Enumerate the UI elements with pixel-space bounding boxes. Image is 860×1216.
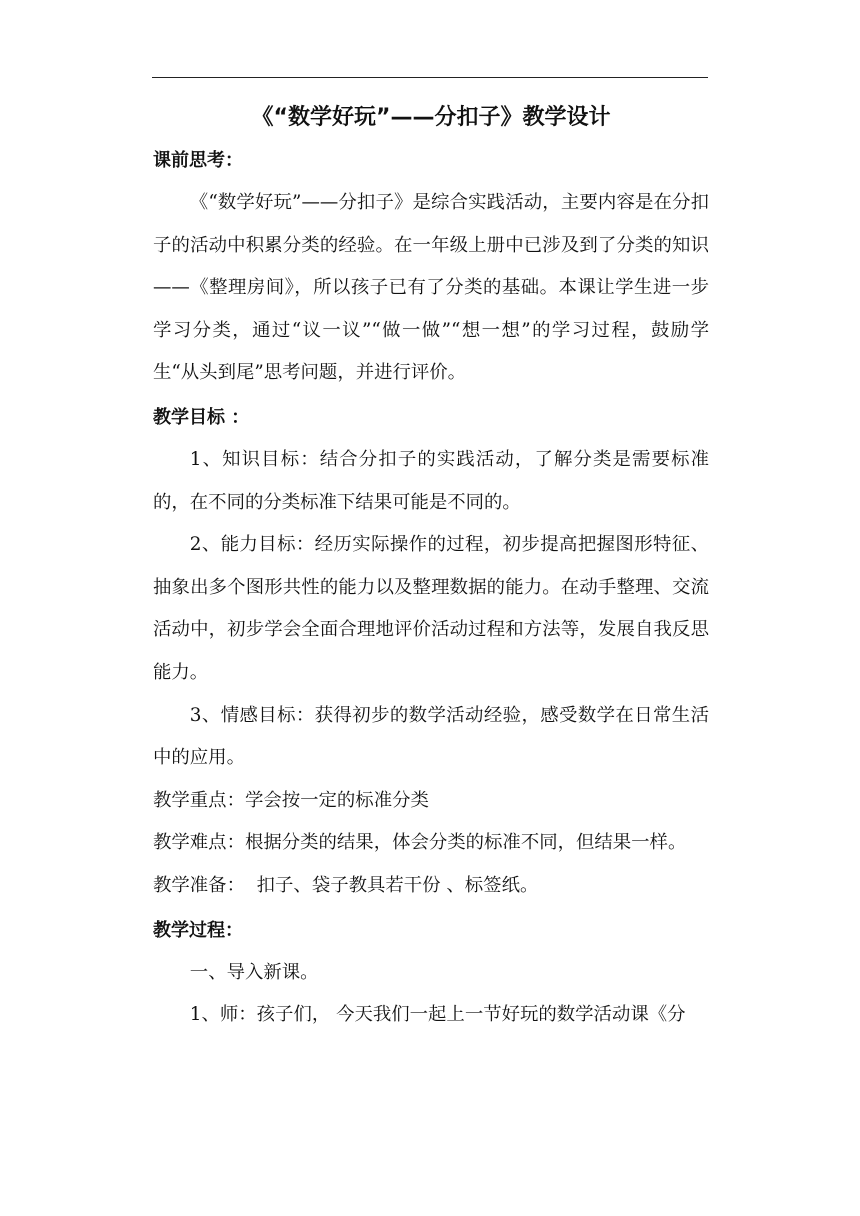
difficulty: 教学难点：根据分类的结果，体会分类的标准不同，但结果一样。: [153, 832, 687, 854]
process-heading: 教学过程：: [153, 919, 243, 941]
pre-thinking-paragraph: 《“数学好玩”——分扣子》是综合实践活动，主要内容是在分扣子的活动中积累分类的经验。在一年级上册中已涉及到了分类的知识——《整理房间》，所以孩子已有了分类的基础。本课让学生进一步学习分类，通过“议一议”“做一做”“想一想”的学习过程，鼓励学生“从头到尾”思考问题，并进行评价。: [153, 192, 709, 384]
pre-thinking-heading: 课前思考：: [153, 150, 243, 171]
header-rule: [152, 77, 708, 78]
goals-heading: 教学目标 ：: [153, 406, 250, 428]
goal-knowledge: 1、知识目标：结合分扣子的实践活动，了解分类是需要标准的，在不同的分类标准下结果可能是不同的。: [153, 448, 709, 513]
preparation: 教学准备： 扣子、袋子教具若干份 、标签纸。: [153, 874, 539, 896]
goal-emotion: 3、情感目标：获得初步的数学活动经验，感受数学在日常生活中的应用。: [153, 704, 709, 769]
goal-ability: 2、能力目标：经历实际操作的过程，初步提高把握图形特征、抽象出多个图形共性的能力以及整理数据的能力。在动手整理、交流活动中，初步学会全面合理地评价活动过程和方法等，发展自我反思能力。: [153, 534, 709, 683]
process-step-1-1: 1、师：孩子们， 今天我们一起上一节好玩的数学活动课《分: [189, 1004, 686, 1026]
key-point: 教学重点：学会按一定的标准分类: [153, 789, 429, 811]
process-step-1: 一、导入新课。: [189, 961, 319, 983]
document-title: 《“数学好玩”——分扣子》教学设计: [251, 105, 611, 130]
document-body: [153, 96, 709, 1037]
